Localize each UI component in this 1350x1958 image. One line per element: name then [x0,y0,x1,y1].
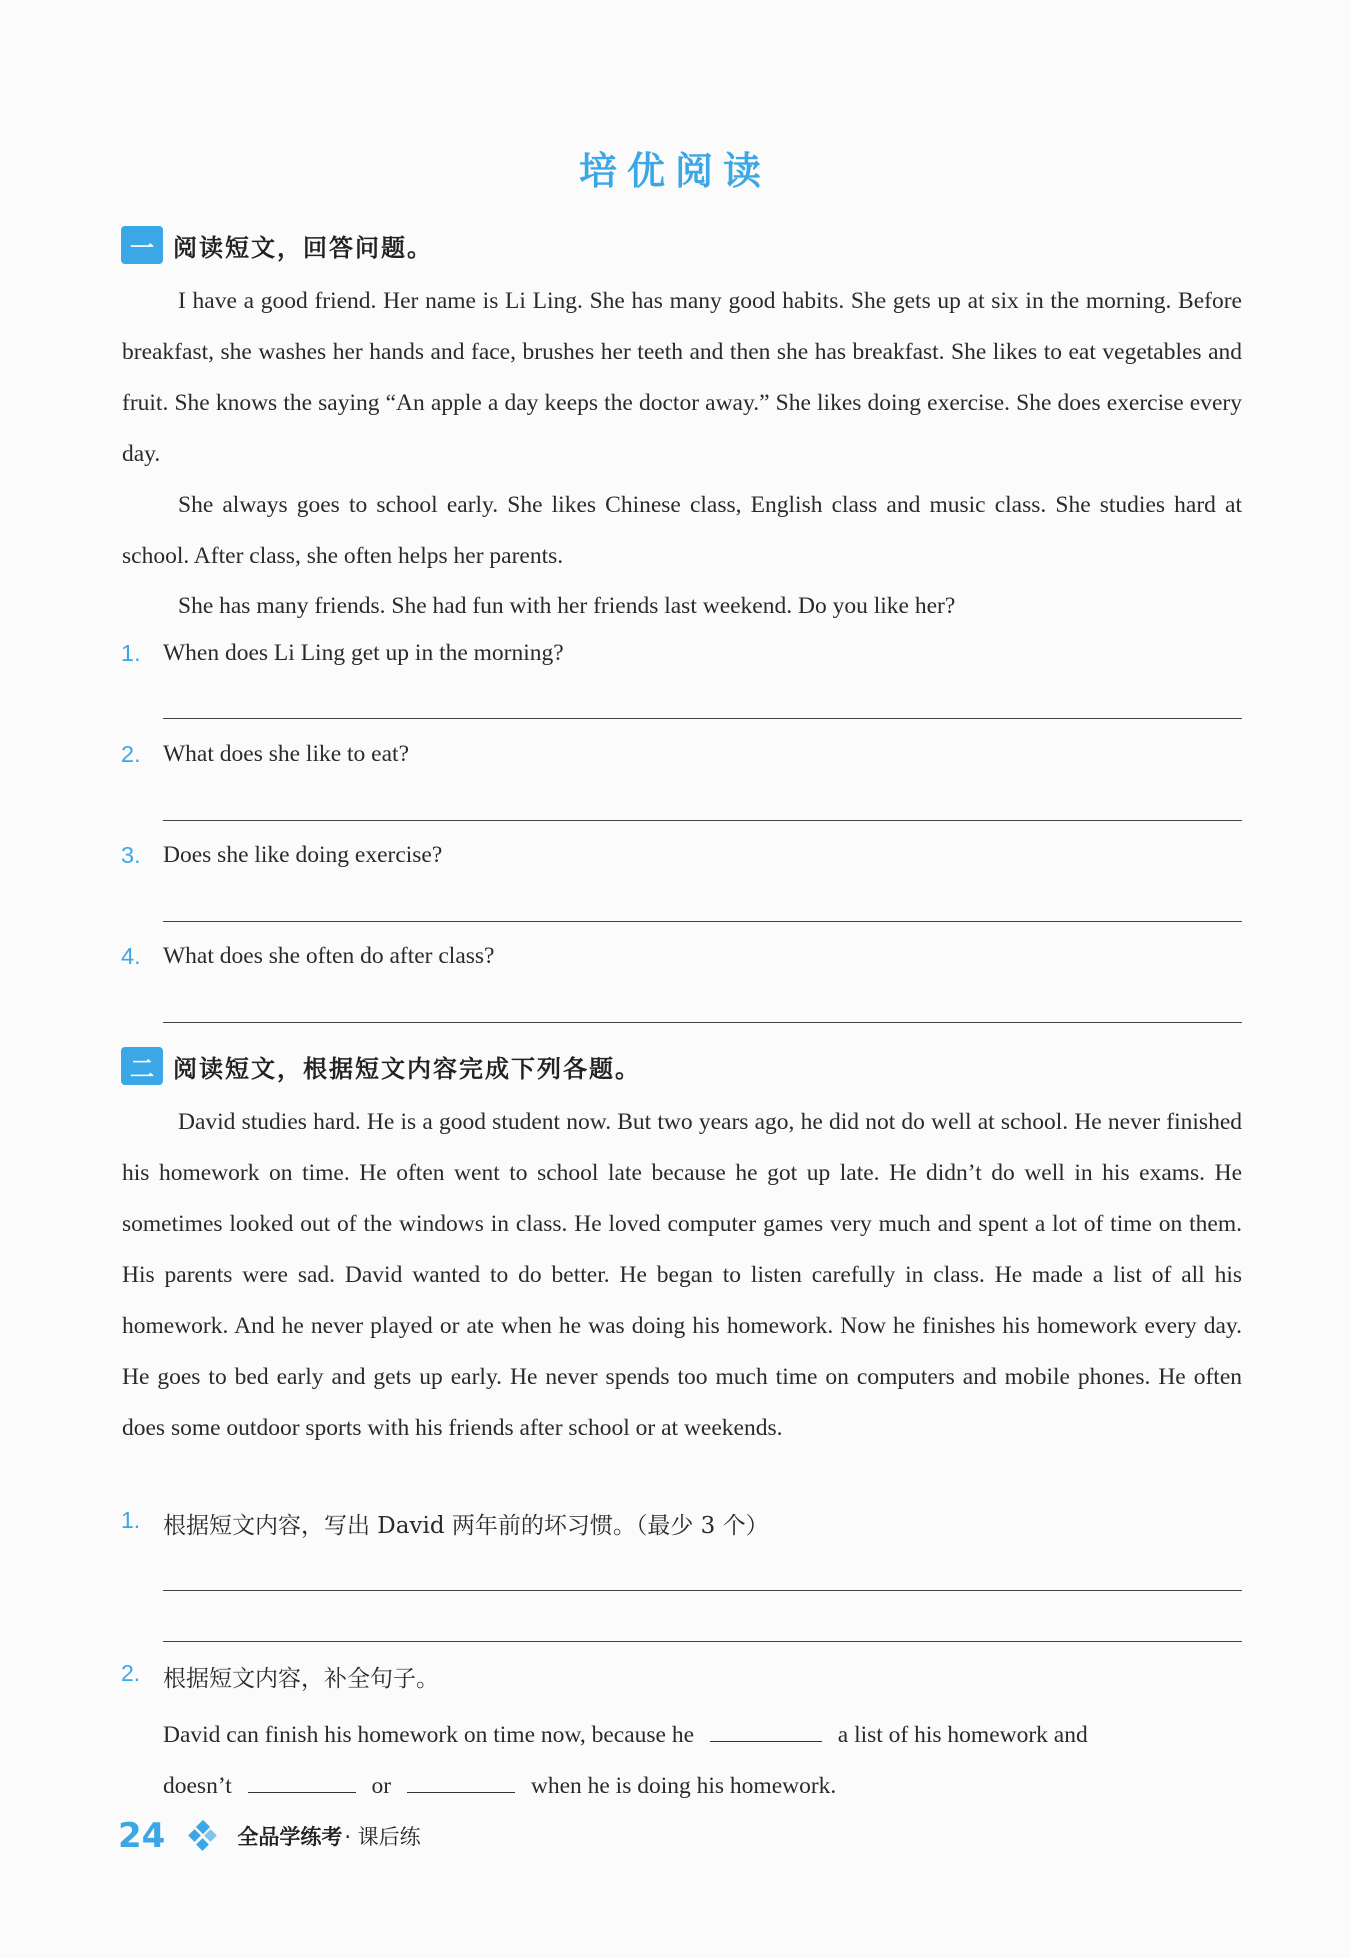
section-2-heading: 阅读短文，根据短文内容完成下列各题。 [173,1054,641,1083]
section-2-badge: 二 [121,1047,163,1085]
question-text: 根据短文内容，补全句子。 [163,1666,439,1692]
answer-line[interactable] [163,1590,1242,1591]
page-number: 24 [118,1816,166,1856]
question-text: When does Li Ling get up in the morning? [163,640,564,666]
question-number: 4. [121,943,141,969]
fill-in-sentence [163,1710,1242,1812]
sentence-part-5: when he is doing his homework. [530,1773,837,1799]
answer-line[interactable] [163,921,1242,922]
blank-1[interactable] [710,1717,822,1742]
sentence-part-4: or [371,1773,392,1799]
sentence-part-2: a list of his homework and [837,1722,1088,1748]
passage-1-paragraph-3: She has many friends. She had fun with her friends last weekend. Do you like her? [178,593,956,619]
question-1-1 [121,640,564,667]
question-1-3 [121,842,442,869]
section-2-header [121,1046,641,1086]
question-text: What does she like to eat? [163,741,410,767]
passage-1-paragraph-2: She always goes to school early. She likes Chinese class, English class and music class. She studies hard at school. After class, she often helps her parents. [122,492,1242,569]
section-1-header [121,225,433,265]
brand-name: 全品学练考 [237,1825,343,1849]
question-number: 1. [121,1507,141,1533]
answer-line[interactable] [163,1022,1242,1023]
question-number: 2. [121,741,141,767]
question-text: What does she often do after class? [163,943,495,969]
section-1-badge: 一 [121,226,163,264]
answer-line[interactable] [163,1641,1242,1642]
answer-line[interactable] [163,718,1242,719]
page-footer [118,1816,421,1856]
section-1-heading: 阅读短文，回答问题。 [173,233,433,262]
passage-1-paragraph-1: I have a good friend. Her name is Li Ling. She has many good habits. She gets up at six in the morning. Before breakfast, she washes her hands and face, brushes her teeth and then she has breakfast. She likes to eat vegetables and fruit. She knows the saying “An apple a day keeps the doctor away.” She likes doing exercise. She does exercise every day. [122,288,1242,467]
question-number: 3. [121,842,141,868]
question-number: 2. [121,1660,141,1686]
question-text: Does she like doing exercise? [163,842,443,868]
question-text: 根据短文内容，写出 David 两年前的坏习惯。（最少 3 个） [163,1513,769,1539]
diamond-logo-icon [185,1818,221,1854]
brand-subtitle: · 课后练 [344,1825,421,1849]
question-1-2 [121,741,409,768]
question-2-2 [121,1660,439,1693]
blank-2[interactable] [248,1768,356,1793]
blank-3[interactable] [407,1768,515,1793]
sentence-part-3: doesn’t [163,1773,232,1799]
question-2-1 [121,1507,769,1540]
sentence-part-1: David can finish his homework on time now, because he [163,1722,695,1748]
passage-2-paragraph: David studies hard. He is a good student now. But two years ago, he did not do well at school. He never finished his homework on time. He often went to school late because he got up late. He didn’t do well in his exams. He sometimes looked out of the windows in class. He loved computer games very much and spent a lot of time on them. His parents were sad. David wanted to do better. He began to listen carefully in class. He made a list of all his homework. And he never played or ate when he was doing his homework. Now he finishes his homework every day. He goes to bed early and gets up early. He never spends too much time on computers and mobile phones. He often does some outdoor sports with his friends after school or at weekends. [122,1109,1242,1441]
answer-line[interactable] [163,820,1242,821]
question-1-4 [121,943,494,970]
question-number: 1. [121,640,141,666]
page-title: 培优阅读 [578,149,771,193]
